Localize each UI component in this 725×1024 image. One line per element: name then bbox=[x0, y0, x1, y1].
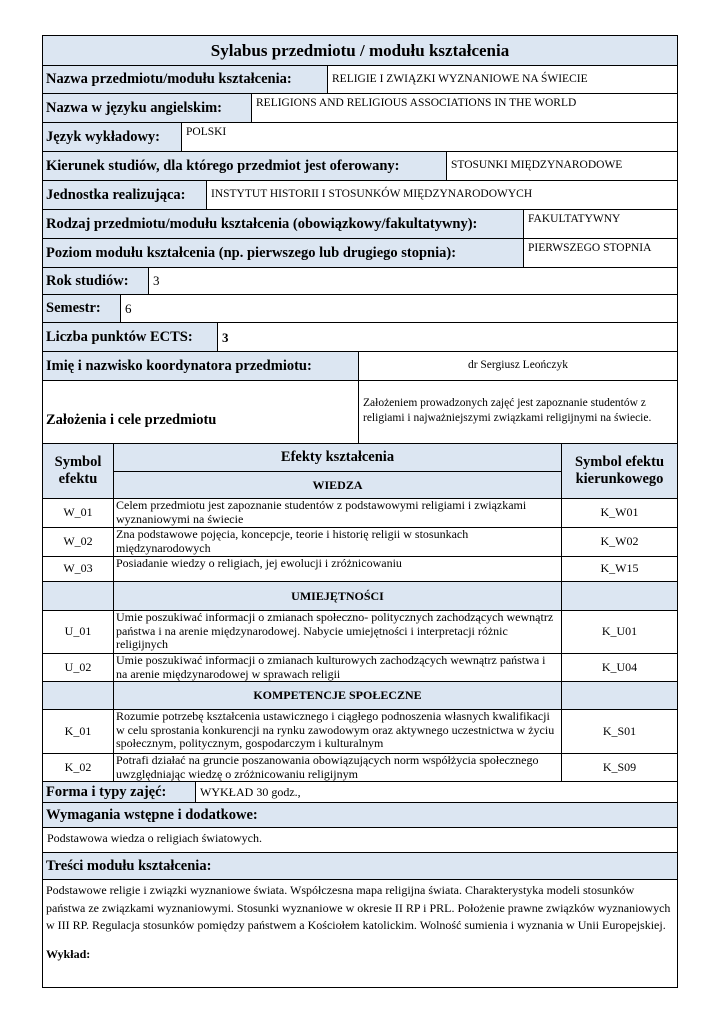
content-value: Podstawowe religie i związki wyznaniowe świata. Współczesna mapa religijna świata. Charakterystyka modeli stosunków państwa ze związkami wyznaniowymi. Stosunki wyznaniowe w okresie II RP i PRL. Położenie prawne związków wyznaniowych w III RP. Regulacja stosunków pomiędzy państwem a Kościołem katolickim. Wolność sumienia i wyznania w Unii Europejskiej. bbox=[46, 883, 671, 932]
content-body bbox=[42, 879, 678, 988]
lecture-label: Wykład: bbox=[46, 946, 91, 961]
ects-label: Liczba punktów ECTS: bbox=[42, 322, 218, 352]
name-label: Nazwa przedmiotu/modułu kształcenia: bbox=[42, 65, 328, 94]
competence-direction-k01: K_S01 bbox=[561, 709, 678, 754]
competence-direction-k02: K_S09 bbox=[561, 753, 678, 782]
skills-symbol-u01: U_01 bbox=[42, 610, 114, 654]
competence-text-k01: Rozumie potrzebę kształcenia ustawicznego i ciągłego podnoszenia własnych kwalifikacji w celu sprostania konkurencji na rynku zawodowym oraz aktywnego uczestnictwa w życiu społecznym, politycznym, gospodarczym i kulturalnym bbox=[113, 709, 562, 754]
goals-value: Założeniem prowadzonych zajęć jest zapoznanie studentów z religiami i najważniejszymi związkami religijnymi na świecie. bbox=[358, 380, 678, 444]
course-type-label: Rodzaj przedmiotu/modułu kształcenia (obowiązkowy/fakultatywny): bbox=[42, 209, 524, 239]
competence-symbol-k02: K_02 bbox=[42, 753, 114, 782]
competence-header-blank-left bbox=[42, 681, 114, 710]
name-value: RELIGIE I ZWIĄZKI WYZNANIOWE NA ŚWIECIE bbox=[327, 65, 678, 94]
skills-header-blank-left bbox=[42, 581, 114, 611]
knowledge-header: WIEDZA bbox=[113, 471, 562, 499]
course-type-value: FAKULTATYWNY bbox=[523, 209, 678, 239]
level-value: PIERWSZEGO STOPNIA bbox=[523, 238, 678, 268]
study-direction-value: STOSUNKI MIĘDZYNARODOWE bbox=[446, 151, 678, 181]
skills-header-blank-right bbox=[561, 581, 678, 611]
skills-direction-u02: K_U04 bbox=[561, 653, 678, 682]
language-label: Język wykładowy: bbox=[42, 122, 182, 152]
english-name-label: Nazwa w języku angielskim: bbox=[42, 93, 252, 123]
skills-direction-u01: K_U01 bbox=[561, 610, 678, 654]
requirements-label: Wymagania wstępne i dodatkowe: bbox=[42, 802, 678, 828]
knowledge-text-w01: Celem przedmiotu jest zapoznanie studentów z podstawowymi religiami i związkami wyznaniowymi na świecie bbox=[113, 498, 562, 528]
competence-text-k02: Potrafi działać na gruncie poszanowania obowiązujących norm współżycia społecznego uwzględniając wiedzę o zróżnicowaniu religijnym bbox=[113, 753, 562, 782]
coordinator-value: dr Sergiusz Leończyk bbox=[358, 351, 678, 381]
competence-symbol-k01: K_01 bbox=[42, 709, 114, 754]
semester-label: Semestr: bbox=[42, 294, 121, 323]
skills-text-u02: Umie poszukiwać informacji o zmianach kulturowych zachodzących wewnątrz państwa i na arenie międzynarodowej w sprawach religii bbox=[113, 653, 562, 682]
forms-label: Forma i typy zajęć: bbox=[42, 781, 196, 803]
knowledge-symbol-w02: W_02 bbox=[42, 527, 114, 557]
effects-header: Efekty kształcenia bbox=[113, 443, 562, 472]
page-title: Sylabus przedmiotu / modułu kształcenia bbox=[42, 35, 678, 66]
direction-symbol-header: Symbol efektu kierunkowego bbox=[561, 443, 678, 499]
study-direction-label: Kierunek studiów, dla którego przedmiot jest oferowany: bbox=[42, 151, 447, 181]
year-value: 3 bbox=[148, 267, 678, 295]
symbol-header: Symbol efektu bbox=[42, 443, 114, 499]
competence-header: KOMPETENCJE SPOŁECZNE bbox=[113, 681, 562, 710]
knowledge-symbol-w01: W_01 bbox=[42, 498, 114, 528]
unit-value: INSTYTUT HISTORII I STOSUNKÓW MIĘDZYNARODOWYCH bbox=[206, 180, 678, 210]
ects-value: 3 bbox=[217, 322, 678, 352]
semester-value: 6 bbox=[120, 294, 678, 323]
goals-label: Założenia i cele przedmiotu bbox=[42, 380, 359, 444]
competence-header-blank-right bbox=[561, 681, 678, 710]
forms-value: WYKŁAD 30 godz., bbox=[195, 781, 678, 803]
skills-text-u01: Umie poszukiwać informacji o zmianach społeczno- politycznych zachodzących wewnątrz państwa i na arenie międzynarodowej. Nabycie umiejętności i interpretacji różnic religijnych bbox=[113, 610, 562, 654]
skills-header: UMIEJĘTNOŚCI bbox=[113, 581, 562, 611]
english-name-value: RELIGIONS AND RELIGIOUS ASSOCIATIONS IN THE WORLD bbox=[251, 93, 678, 123]
unit-label: Jednostka realizująca: bbox=[42, 180, 207, 210]
knowledge-text-w02: Zna podstawowe pojęcia, koncepcje, teorie i historię religii w stosunkach międzynarodowych bbox=[113, 527, 562, 557]
knowledge-direction-w03: K_W15 bbox=[561, 556, 678, 582]
year-label: Rok studiów: bbox=[42, 267, 149, 295]
knowledge-symbol-w03: W_03 bbox=[42, 556, 114, 582]
knowledge-direction-w01: K_W01 bbox=[561, 498, 678, 528]
coordinator-label: Imię i nazwisko koordynatora przedmiotu: bbox=[42, 351, 359, 381]
knowledge-direction-w02: K_W02 bbox=[561, 527, 678, 557]
requirements-value: Podstawowa wiedza o religiach światowych. bbox=[42, 827, 678, 853]
knowledge-text-w03: Posiadanie wiedzy o religiach, jej ewolucji i zróżnicowaniu bbox=[113, 556, 562, 582]
skills-symbol-u02: U_02 bbox=[42, 653, 114, 682]
content-label: Treści modułu kształcenia: bbox=[42, 852, 678, 880]
language-value: POLSKI bbox=[181, 122, 678, 152]
level-label: Poziom modułu kształcenia (np. pierwszego lub drugiego stopnia): bbox=[42, 238, 524, 268]
